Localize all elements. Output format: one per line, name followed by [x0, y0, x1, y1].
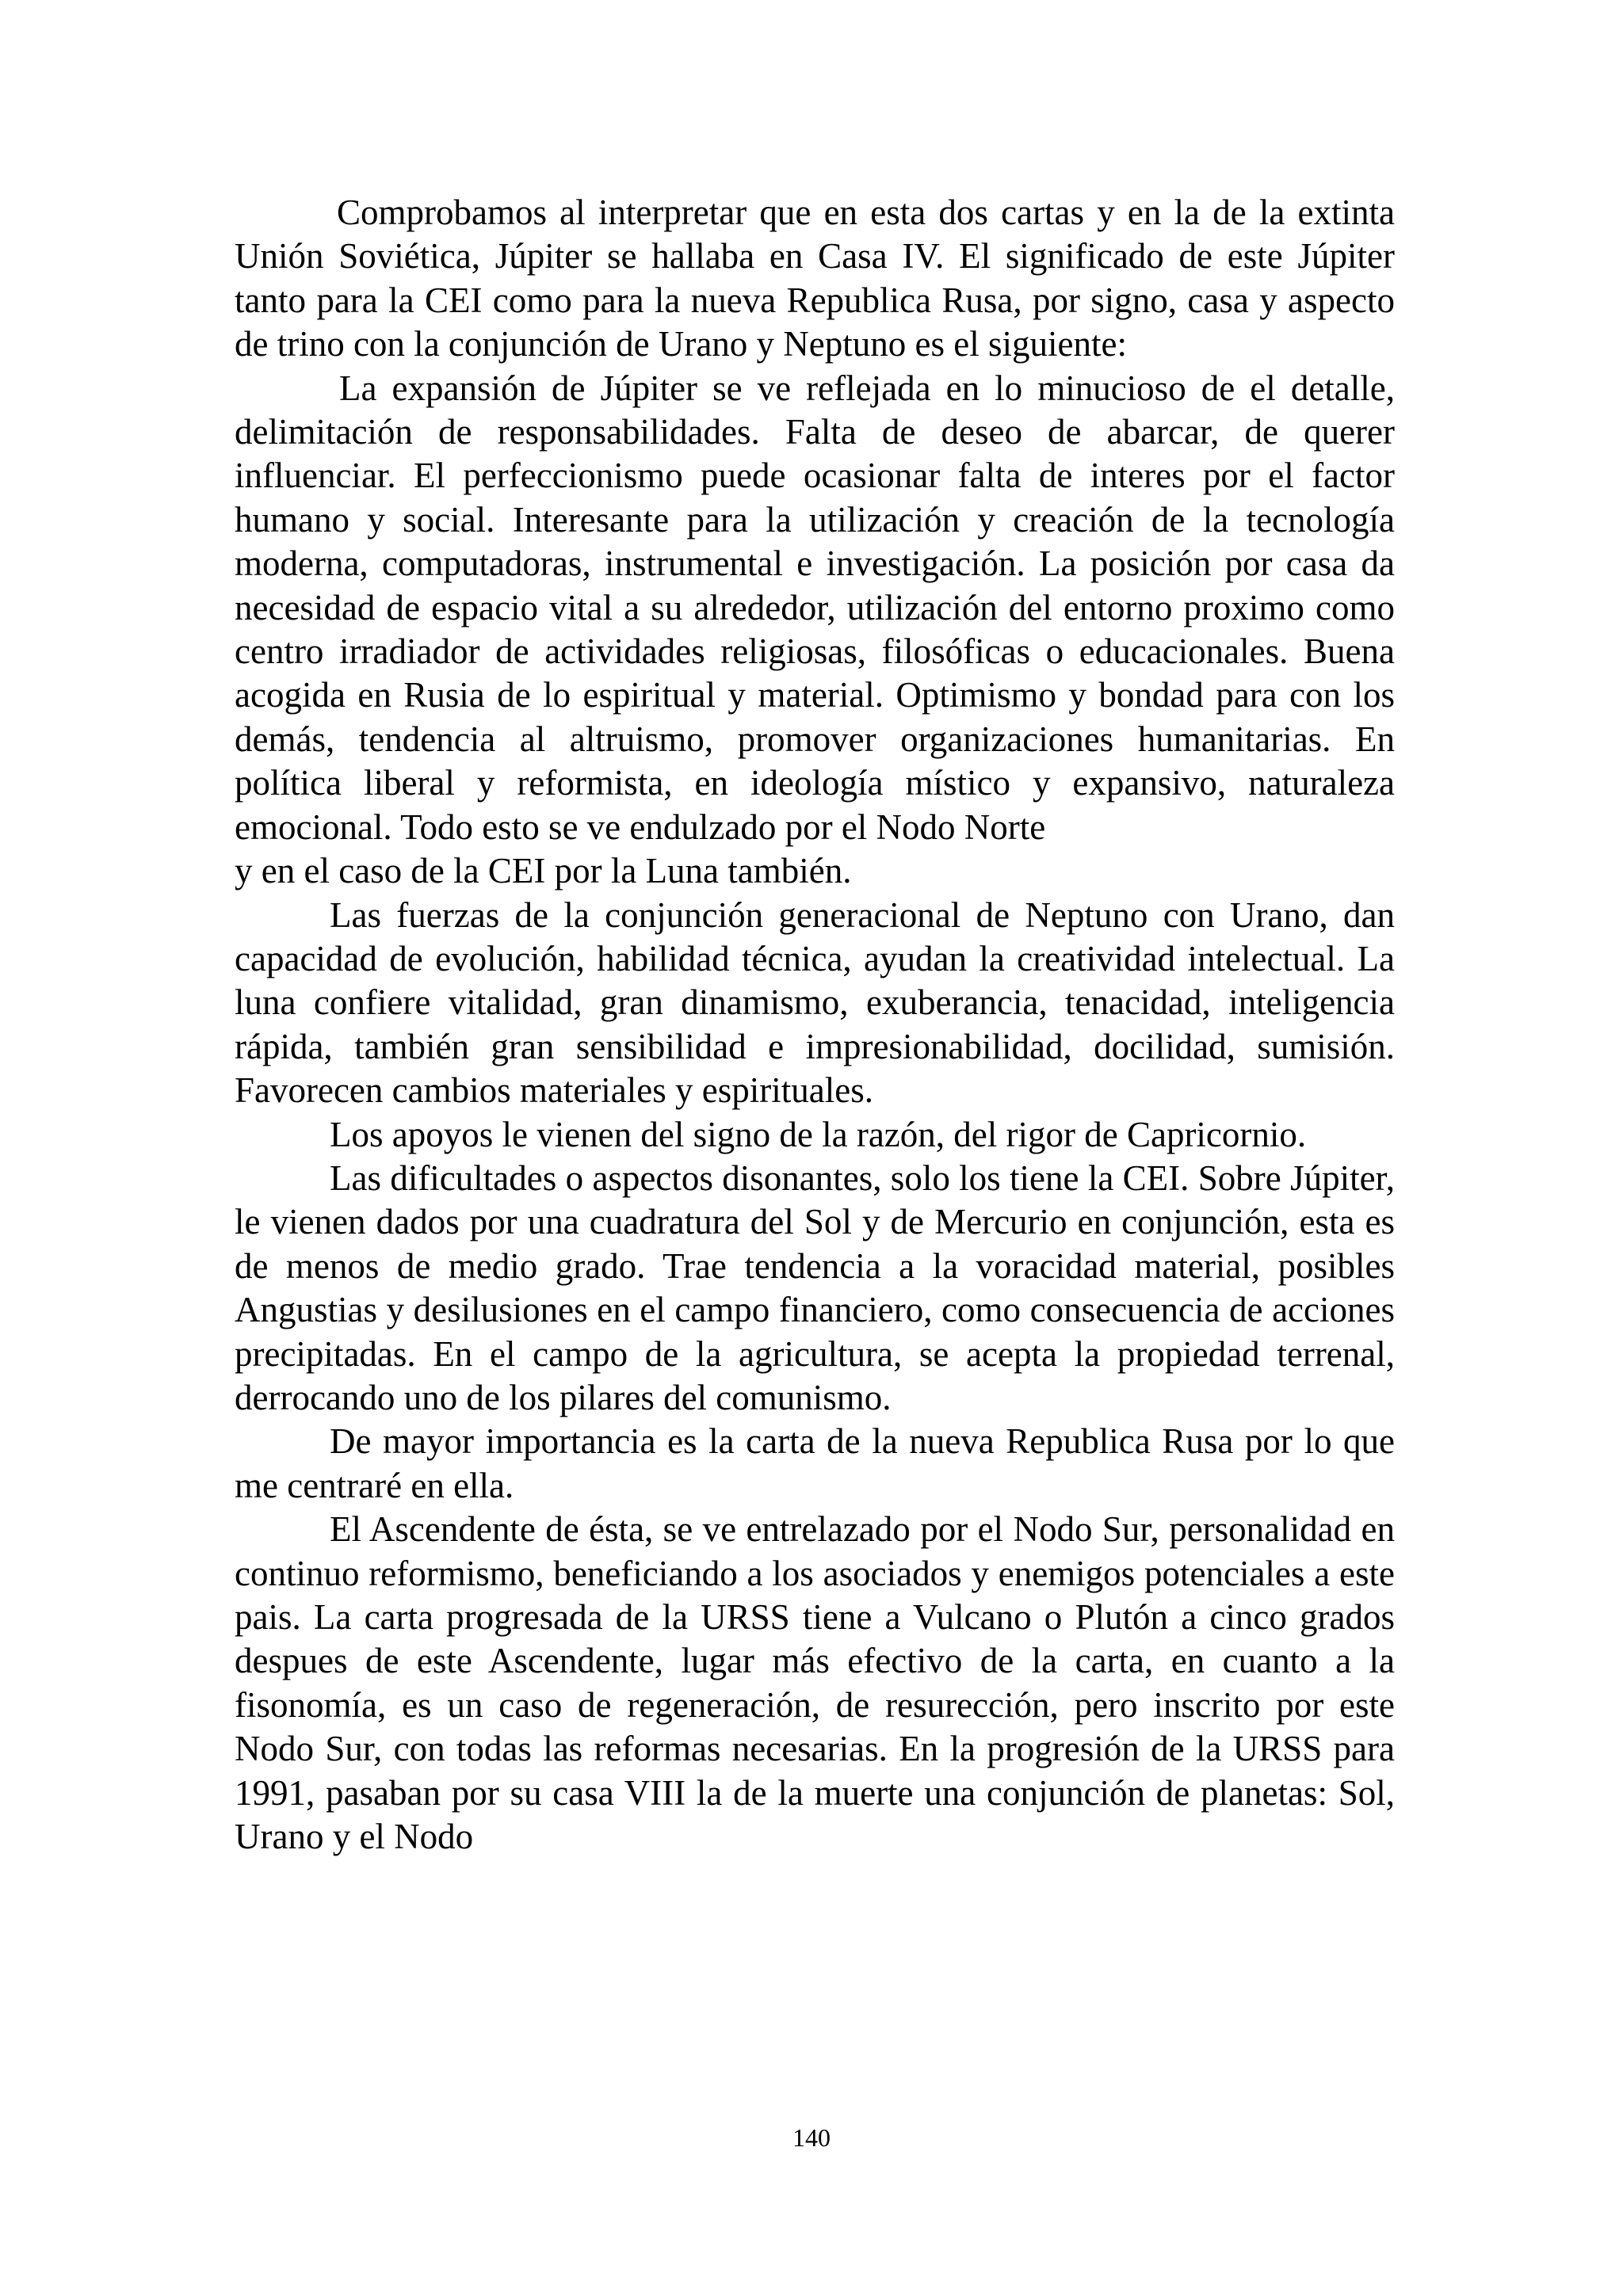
paragraph-3: y en el caso de la CEI por la Luna también. [235, 851, 852, 891]
page-number: 140 [792, 2123, 831, 2152]
paragraph-4: Las fuerzas de la conjunción generacional de Neptuno con Urano, dan capacidad de evolución, habilidad técnica, ayudan la creatividad intelectual. La luna confiere vitalidad, gran dinamismo, exuberancia, tenacidad, inteligencia rápida, también gran sensibilidad e impresionabilidad, docilidad, sumisión. Favorecen cambios materiales y espirituales. [235, 894, 1395, 1111]
paragraph-8: El Ascendente de ésta, se ve entrelazado por el Nodo Sur, personalidad en continuo reformismo, beneficiando a los asociados y enemigos potenciales a este pais. La carta progresada de la URSS tiene a Vulcano o Plutón a cinco grados despues de este Ascendente, lugar más efectivo de la carta, en cuanto a la fisonomía, es un caso de regeneración, de resurección, pero inscrito por este Nodo Sur, con todas las reformas necesarias. En la progresión de la URSS para 1991, pasaban por su casa VIII la de la muerte una conjunción de planetas: Sol, Urano y el Nodo [235, 1509, 1395, 1857]
body-text [235, 191, 1395, 1859]
paragraph-6: Las dificultades o aspectos disonantes, solo los tiene la CEI. Sobre Júpiter, le vienen dados por una cuadratura del Sol y de Mercurio en conjunción, esta es de menos de medio grado. Trae tendencia a la voracidad material, posibles Angustias y desilusiones en el campo financiero, como consecuencia de acciones precipitadas. En el campo de la agricultura, se acepta la propiedad terrenal, derrocando uno de los pilares del comunismo. [235, 1158, 1395, 1417]
paragraph-7: De mayor importancia es la carta de la nueva Republica Rusa por lo que me centraré en ella. [235, 1421, 1395, 1505]
paragraph-5: Los apoyos le vienen del signo de la razón, del rigor de Capricornio. [330, 1114, 1307, 1154]
paragraph-1: Comprobamos al interpretar que en esta dos cartas y en la de la extinta Unión Soviética, Júpiter se hallaba en Casa IV. El significado de este Júpiter tanto para la CEI como para la nueva Republica Rusa, por signo, casa y aspecto de trino con la conjunción de Urano y Neptuno es el siguiente: [235, 193, 1395, 364]
paragraph-2: La expansión de Júpiter se ve reflejada en lo minucioso de el detalle, delimitación de responsabilidades. Falta de deseo de abarcar, de querer influenciar. El perfeccionismo puede ocasionar falta de interes por el factor humano y social. Interesante para la utilización y creación de la tecnología moderna, computadoras, instrumental e investigación. La posición por casa da necesidad de espacio vital a su alrededor, utilización del entorno proximo como centro irradiador de actividades religiosas, filosóficas o educacionales. Buena acogida en Rusia de lo espiritual y material. Optimismo y bondad para con los demás, tendencia al altruismo, promover organizaciones humanitarias. En política liberal y reformista, en ideología místico y expansivo, naturaleza emocional. Todo esto se ve endulzado por el Nodo Norte [235, 368, 1395, 847]
